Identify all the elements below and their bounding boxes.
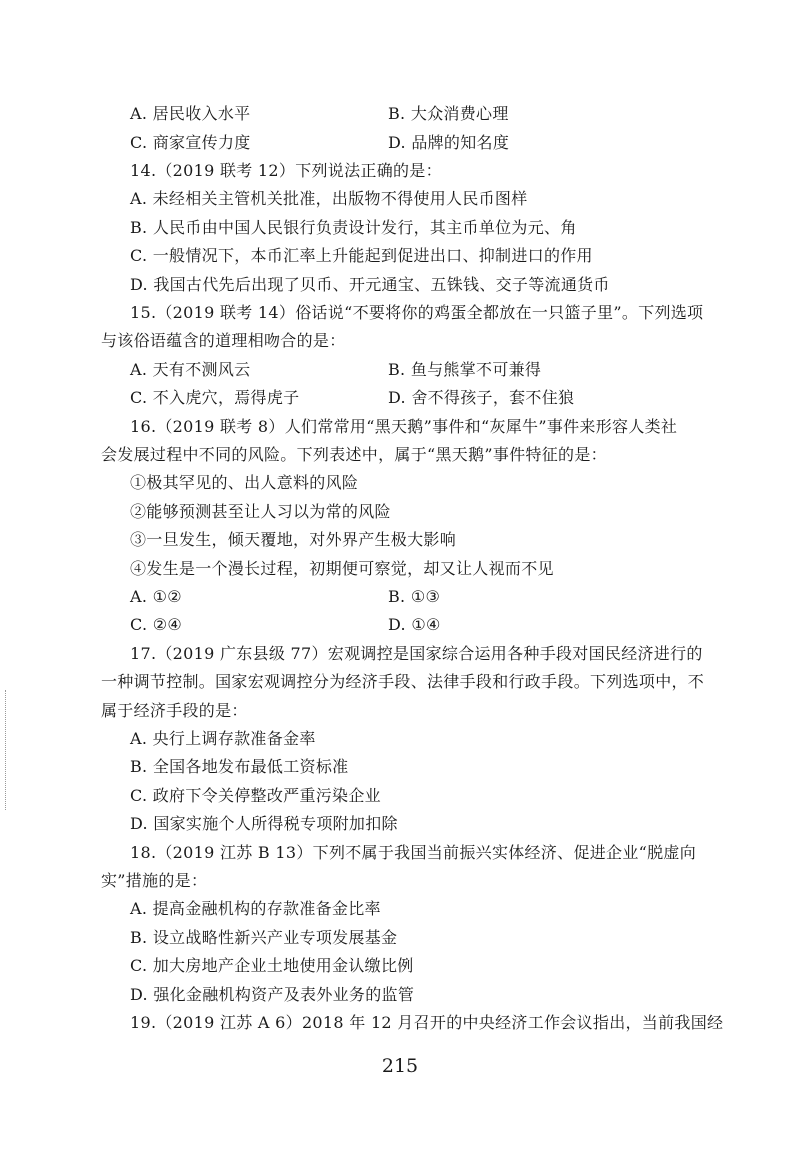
q14-option-a: A. 未经相关主管机关批准，出版物不得使用人民币图样	[130, 189, 528, 208]
q13-option-b: B. 大众消费心理	[388, 104, 509, 123]
q15-option-c: C. 不入虎穴，焉得虎子	[130, 388, 300, 407]
q15-option-b: B. 鱼与熊掌不可兼得	[388, 360, 542, 379]
q16-item-4: ④发生是一个漫长过程，初期便可察觉，却又让人视而不见	[130, 559, 554, 578]
q17-stem-line3: 属于经济手段的是：	[101, 701, 248, 720]
q18-option-d: D. 强化金融机构资产及表外业务的监管	[130, 985, 415, 1004]
q15-option-a: A. 天有不测风云	[130, 360, 251, 379]
q14-option-b: B. 人民币由中国人民银行负责设计发行，其主币单位为元、角	[130, 218, 577, 237]
q16-item-3: ③一旦发生，倾天覆地，对外界产生极大影响	[130, 530, 457, 549]
q13-option-c: C. 商家宣传力度	[130, 133, 251, 152]
margin-mark	[5, 690, 8, 810]
q17-option-c: C. 政府下令关停整改严重污染企业	[130, 786, 381, 805]
q16-option-b: B. ①③	[388, 587, 441, 606]
q19-stem-line1: 19.（2019 江苏 A 6）2018 年 12 月召开的中央经济工作会议指出，当前我国经	[130, 1013, 724, 1032]
q18-option-c: C. 加大房地产企业土地使用金认缴比例	[130, 956, 414, 975]
q17-option-a: A. 央行上调存款准备金率	[130, 729, 316, 748]
q13-option-a: A. 居民收入水平	[130, 104, 251, 123]
q16-item-2: ②能够预测甚至让人习以为常的风险	[130, 502, 391, 521]
q15-stem-line2: 与该俗语蕴含的道理相吻合的是：	[101, 331, 346, 350]
q16-option-d: D. ①④	[388, 615, 441, 634]
q14-option-c: C. 一般情况下，本币汇率上升能起到促进出口、抑制进口的作用	[130, 246, 593, 265]
q18-option-b: B. 设立战略性新兴产业专项发展基金	[130, 928, 398, 947]
q16-stem-line1: 16.（2019 联考 8）人们常常用“黑天鹅”事件和“灰犀牛”事件来形容人类社	[130, 417, 678, 436]
q17-option-b: B. 全国各地发布最低工资标准	[130, 757, 349, 776]
q17-stem-line1: 17.（2019 广东县级 77）宏观调控是国家综合运用各种手段对国民经济进行的	[130, 644, 703, 663]
page-number: 215	[381, 1055, 419, 1077]
q17-stem-line2: 一种调节控制。国家宏观调控分为经济手段、法律手段和行政手段。下列选项中，不	[101, 672, 705, 691]
q15-option-d: D. 舍不得孩子，套不住狼	[388, 388, 575, 407]
q16-option-c: C. ②④	[130, 615, 183, 634]
q16-stem-line2: 会发展过程中不同的风险。下列表述中，属于“黑天鹅”事件特征的是：	[101, 445, 607, 464]
q17-option-d: D. 国家实施个人所得税专项附加扣除	[130, 814, 398, 833]
q18-stem-line1: 18.（2019 江苏 B 13）下列不属于我国当前振兴实体经济、促进企业“脱虚向	[130, 843, 697, 862]
q18-option-a: A. 提高金融机构的存款准备金比率	[130, 899, 381, 918]
q16-item-1: ①极其罕见的、出人意料的风险	[130, 473, 359, 492]
q18-stem-line2: 实”措施的是：	[101, 871, 208, 890]
q16-option-a: A. ①②	[130, 587, 182, 606]
q13-option-d: D. 品牌的知名度	[388, 133, 510, 152]
q14-option-d: D. 我国古代先后出现了贝币、开元通宝、五铢钱、交子等流通货币	[130, 275, 610, 294]
q15-stem-line1: 15.（2019 联考 14）俗话说“不要将你的鸡蛋全都放在一只篮子里”。下列选项	[130, 303, 704, 322]
q14-stem: 14.（2019 联考 12）下列说法正确的是：	[130, 161, 442, 180]
